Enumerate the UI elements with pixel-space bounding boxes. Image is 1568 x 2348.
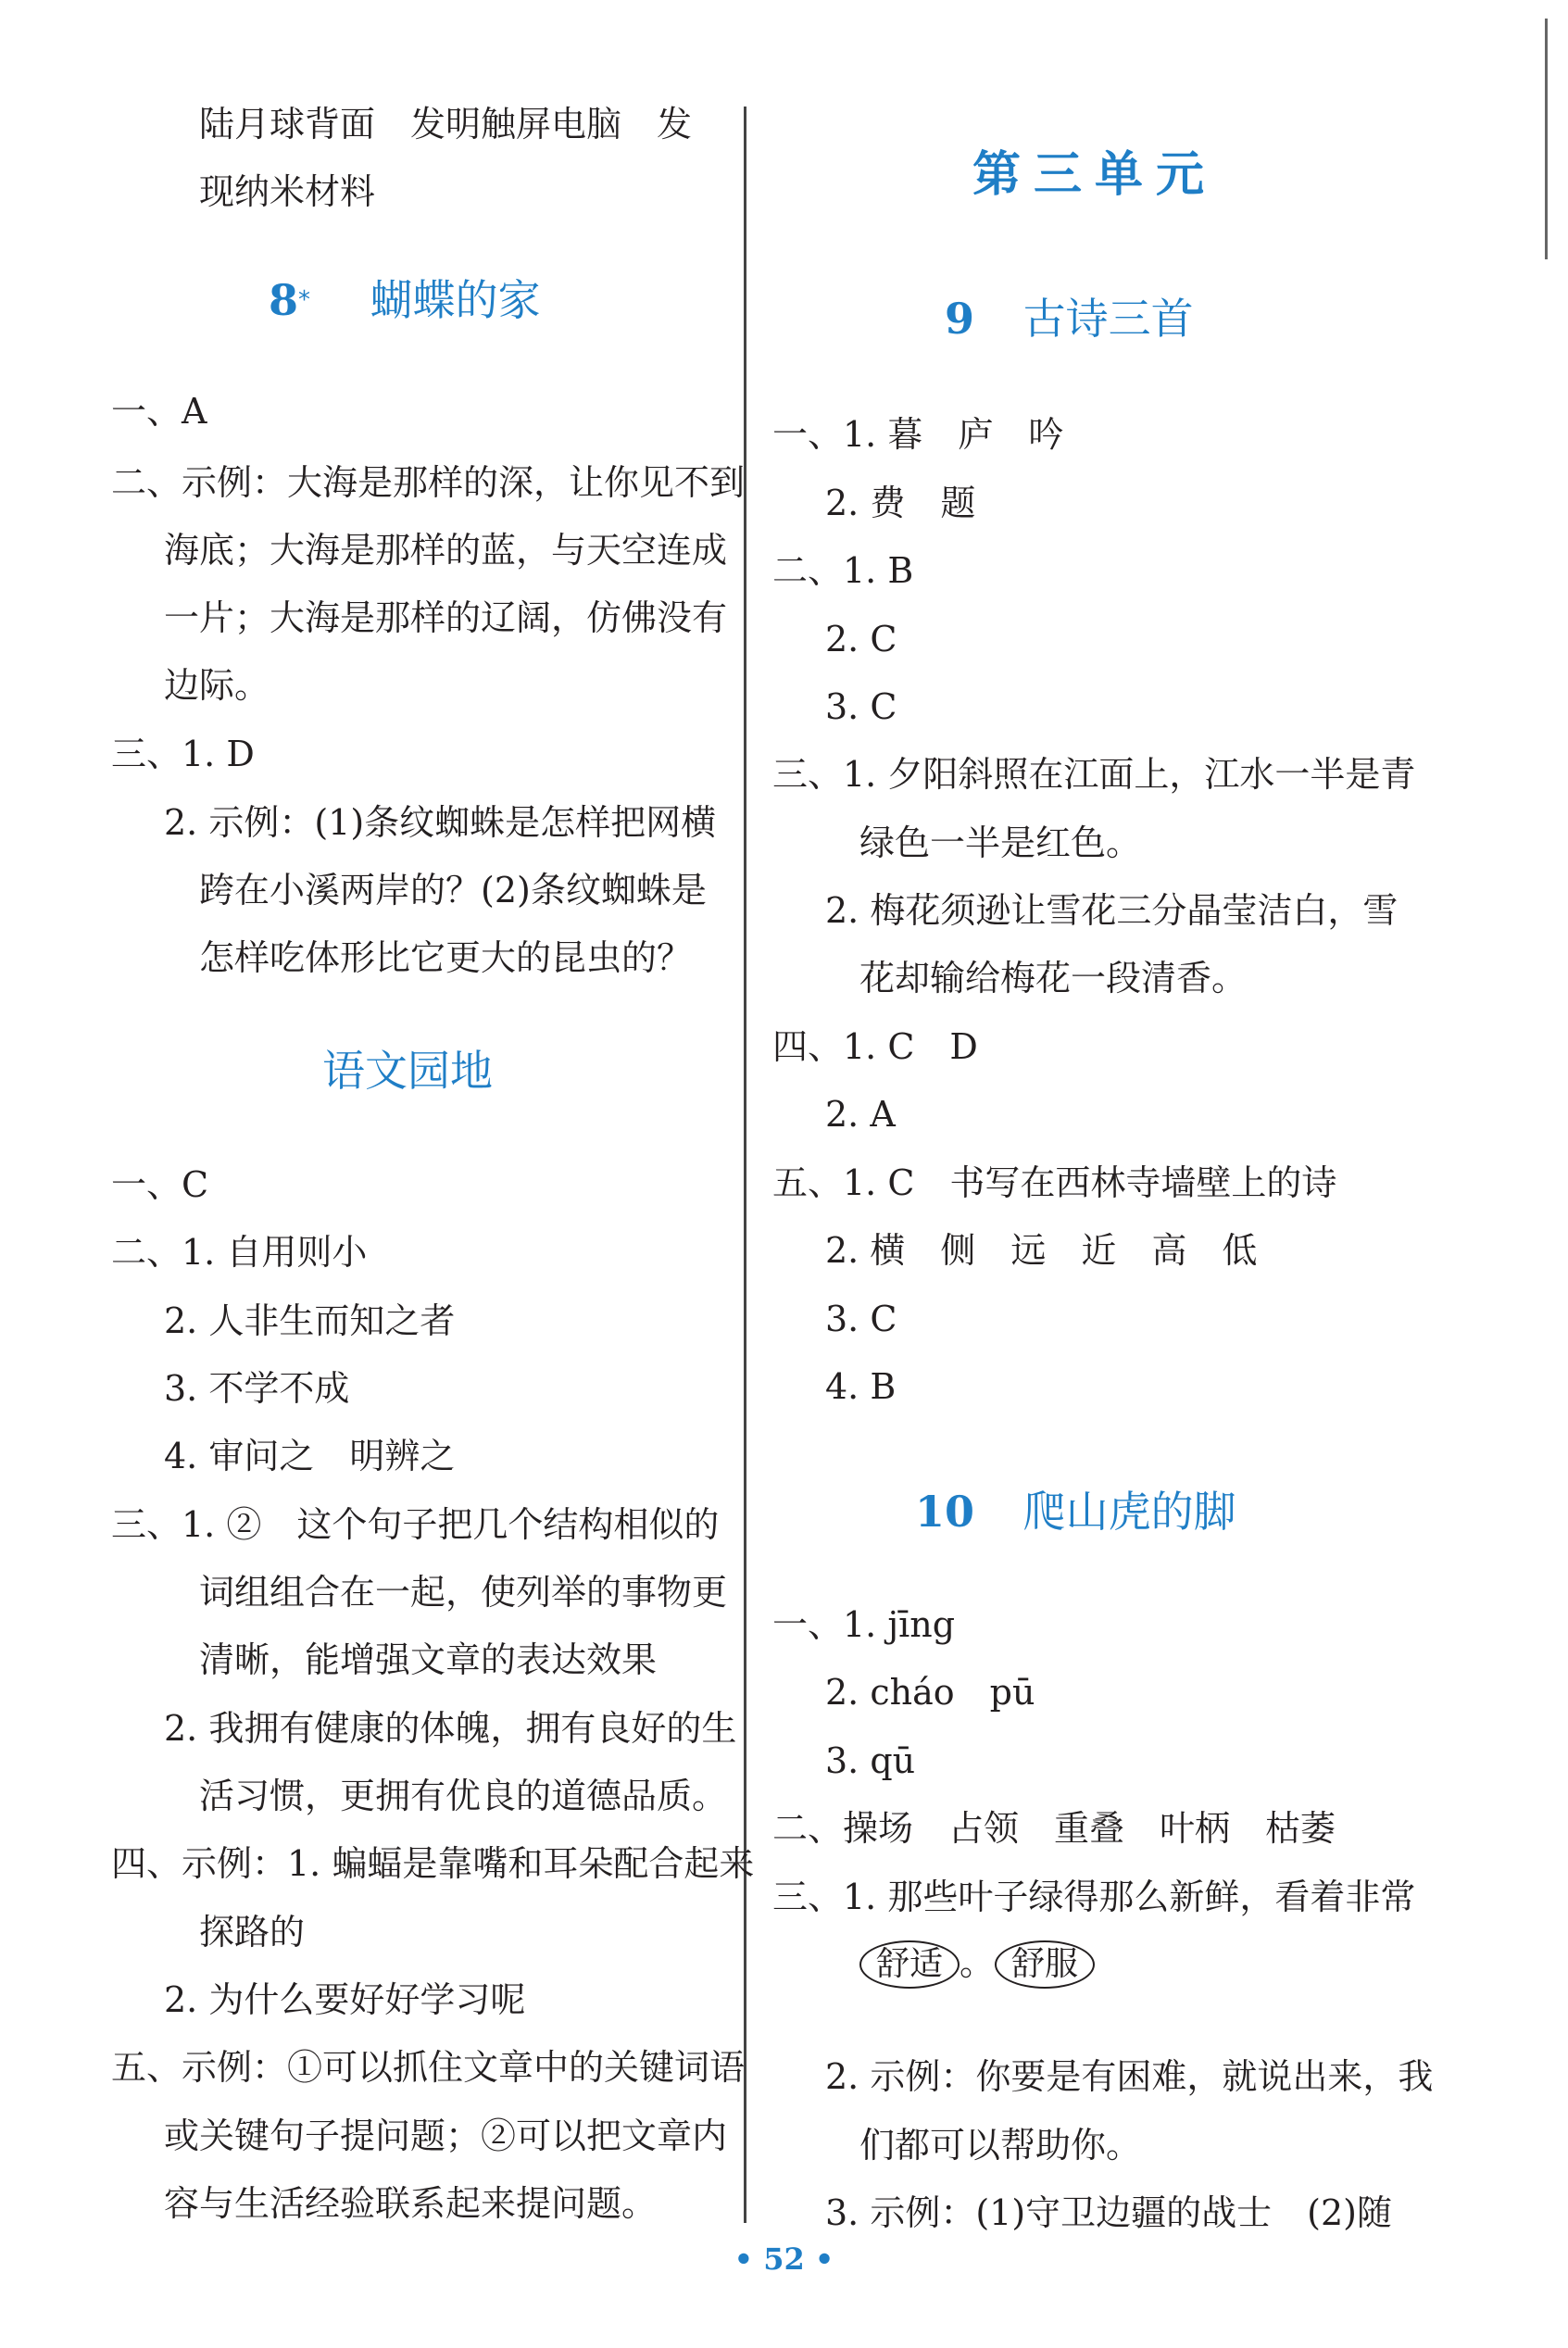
answer-line: 海底；大海是那样的蓝，与天空连成: [164, 530, 728, 571]
answer-line: 怎样吃体形比它更大的昆虫的？: [199, 937, 693, 978]
intro-line: 陆月球背面 发明触屏电脑 发: [199, 104, 693, 144]
answer-line: 或关键句子提问题；②可以把文章内: [164, 2116, 728, 2156]
answer-line: 3. qū: [825, 1740, 916, 1781]
answer-line: 词组组合在一起，使列举的事物更: [199, 1572, 728, 1613]
answer-line: 2. cháo pū: [825, 1672, 1035, 1713]
answer-line: 2. 梅花须逊让雪花三分晶莹洁白，雪: [825, 890, 1399, 931]
answer-line: 一、1. jīng: [772, 1604, 956, 1645]
answer-line: 3. C: [825, 1299, 897, 1339]
answer-line: 3. 示例：(1)守卫边疆的战士 (2)随: [825, 2192, 1392, 2233]
answer-line: 边际。: [164, 665, 270, 706]
answer-line: 三、1. ② 这个句子把几个结构相似的: [111, 1504, 720, 1545]
column-divider: [744, 107, 746, 2223]
answer-line: 2. C: [825, 619, 897, 659]
answer-line-ovals: [859, 1940, 1095, 1989]
answer-line: 2. 为什么要好好学习呢: [164, 1979, 526, 2020]
lesson-number: 9: [945, 294, 975, 344]
answer-line: 四、示例：1. 蝙蝠是靠嘴和耳朵配合起来: [111, 1843, 755, 1884]
lesson-title: 古诗三首: [1022, 294, 1194, 344]
answer-line: 跨在小溪两岸的？(2)条纹蜘蛛是: [199, 870, 707, 910]
answer-line: 2. 我拥有健康的体魄，拥有良好的生: [164, 1708, 737, 1749]
answer-line: 一、C: [111, 1164, 209, 1205]
page-edge-line: [1545, 19, 1548, 259]
answer-line: 三、1. D: [111, 734, 255, 774]
answer-line: 2. A: [825, 1094, 896, 1135]
answer-line: 二、1. 自用则小: [111, 1232, 368, 1273]
answer-line: 们都可以帮助你。: [859, 2125, 1142, 2166]
answer-line: 二、操场 占领 重叠 叶柄 枯萎: [772, 1808, 1336, 1849]
lesson-number: 8: [269, 275, 299, 325]
answer-line: 2. 费 题: [825, 483, 976, 523]
lesson-number: 10: [915, 1487, 975, 1537]
answer-line: 4. B: [825, 1366, 897, 1407]
circled-word: 舒适: [859, 1940, 960, 1989]
answer-line: 2. 人非生而知之者: [164, 1300, 456, 1341]
lesson-title: 爬山虎的脚: [1022, 1487, 1236, 1537]
answer-line: 3. 不学不成: [164, 1368, 350, 1409]
answer-line: 花却输给梅花一段清香。: [859, 958, 1248, 998]
answer-line: 4. 审问之 明辨之: [164, 1436, 456, 1476]
lesson-9-heading: [945, 293, 1194, 345]
page-number: • 52 •: [734, 2241, 834, 2277]
answer-line: 五、1. C 书写在西林寺墙壁上的诗: [772, 1162, 1337, 1203]
answer-line: 容与生活经验联系起来提问题。: [164, 2183, 658, 2224]
lesson-8-heading: [269, 274, 541, 326]
lesson-title: 蝴蝶的家: [370, 275, 541, 325]
answer-line: 3. C: [825, 686, 897, 727]
answer-line: 2. 示例：(1)条纹蜘蛛是怎样把网横: [164, 802, 717, 843]
answer-line: 三、1. 那些叶子绿得那么新鲜，看着非常: [772, 1877, 1416, 1917]
answer-line: 五、示例：①可以抓住文章中的关键词语: [111, 2047, 746, 2088]
answer-line: 探路的: [199, 1912, 306, 1952]
answer-line: 二、1. B: [772, 550, 914, 591]
answer-line: 一、A: [111, 391, 207, 432]
answer-line: 三、1. 夕阳斜照在江面上，江水一半是青: [772, 754, 1416, 795]
answer-line: 2. 横 侧 远 近 高 低: [825, 1230, 1258, 1271]
answer-line: 一片；大海是那样的辽阔，仿佛没有: [164, 597, 728, 638]
answer-line: 2. 示例：你要是有困难，就说出来，我: [825, 2056, 1434, 2097]
garden-heading: 语文园地: [322, 1046, 493, 1096]
answer-line: 清晰，能增强文章的表达效果: [199, 1639, 658, 1680]
answer-line: 活习惯，更拥有优良的道德品质。: [199, 1776, 728, 1816]
lesson-10-heading: [915, 1486, 1236, 1538]
answer-line: 二、示例：大海是那样的深，让你见不到: [111, 462, 746, 503]
answer-line: 绿色一半是红色。: [859, 822, 1142, 863]
circled-word: 舒服: [995, 1940, 1095, 1989]
answer-line: 一、1. 暮 庐 吟: [772, 414, 1064, 455]
optional-mark: *: [298, 286, 311, 314]
answer-line: 四、1. C D: [772, 1026, 978, 1067]
punctuation: 。: [960, 1942, 996, 1983]
unit-title: 第三单元: [972, 147, 1218, 203]
intro-line: 现纳米材料: [199, 171, 376, 212]
